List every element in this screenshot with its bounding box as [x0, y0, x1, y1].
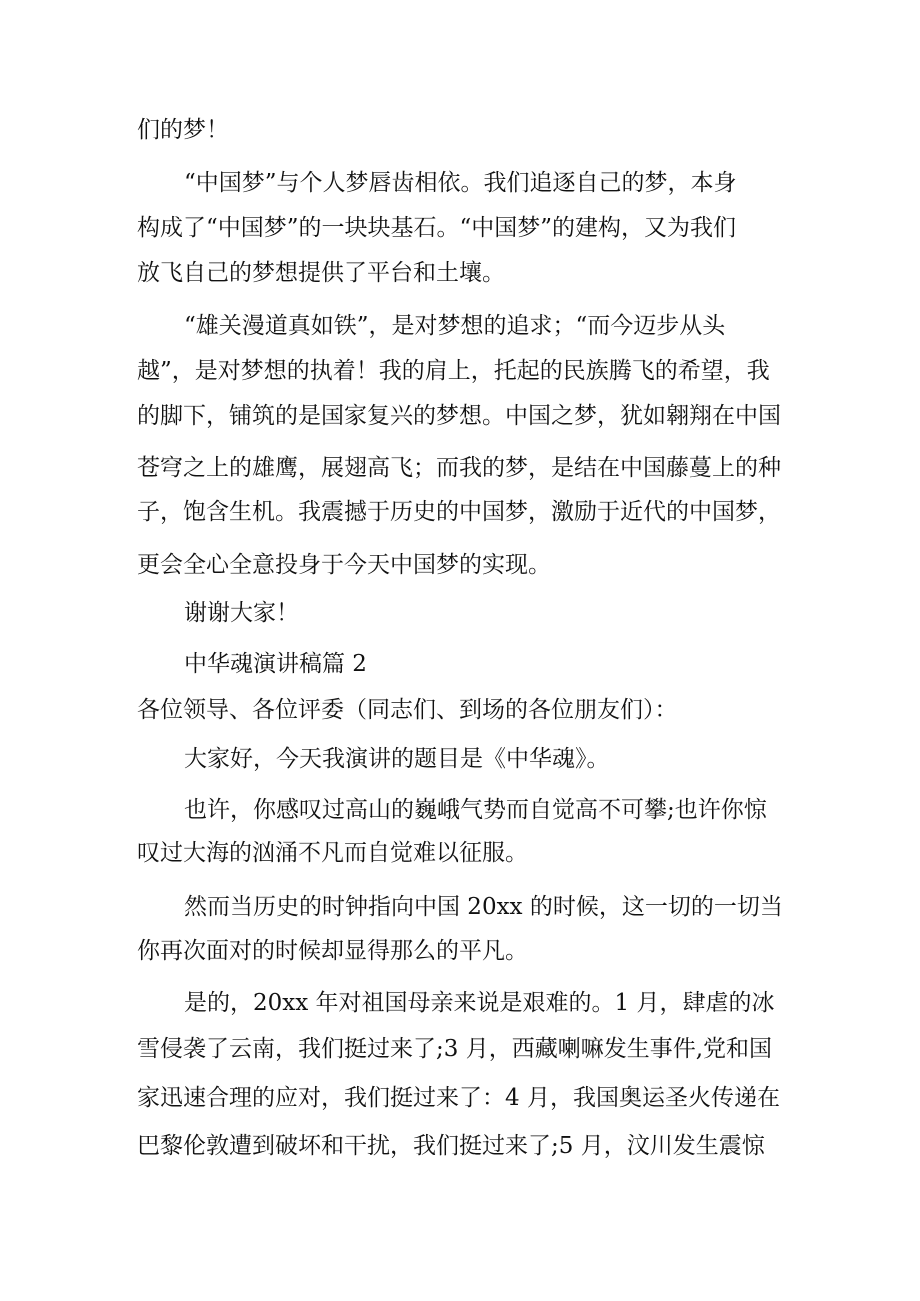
- text-line: 谢谢大家！: [184, 600, 299, 626]
- text-line: 放飞自己的梦想提供了平台和土壤。: [137, 260, 505, 286]
- text-line: 然而当历史的时钟指向中国 20xx 的时候，这一切的一切当: [184, 894, 783, 920]
- text-line: 更会全心全意投身于今天中国梦的实现。: [137, 552, 551, 578]
- text-line: 你再次面对的时候却显得那么的平凡。: [137, 938, 528, 964]
- salutation: 各位领导、各位评委（同志们、到场的各位朋友们）：: [137, 697, 678, 723]
- text-line: 是的，20xx 年对祖国母亲来说是艰难的。1 月，肆虐的冰: [184, 990, 775, 1016]
- text-line: 叹过大海的汹涌不凡而自觉难以征服。: [137, 840, 528, 866]
- text-line: 子，饱含生机。我震撼于历史的中国梦，激励于近代的中国梦，: [137, 499, 781, 525]
- text-line: 也许，你感叹过高山的巍峨气势而自觉高不可攀;也许你惊: [184, 797, 767, 823]
- text-line: 雪侵袭了云南，我们挺过来了;3 月，西藏喇嘛发生事件,党和国: [137, 1036, 773, 1062]
- text-line: 越”，是对梦想的执着！我的肩上，托起的民族腾飞的希望，我: [137, 358, 770, 384]
- text-line: 们的梦！: [137, 117, 229, 143]
- text-line: “雄关漫道真如铁”，是对梦想的追求；“而今迈步从头: [184, 313, 726, 339]
- text-line: 家迅速合理的应对，我们挺过来了：4 月，我国奥运圣火传递在: [137, 1085, 780, 1111]
- text-line: 巴黎伦敦遭到破坏和干扰，我们挺过来了;5 月，汶川发生震惊: [137, 1133, 765, 1159]
- text-line: 苍穹之上的雄鹰，展翅高飞；而我的梦，是结在中国藤蔓上的种: [137, 455, 781, 481]
- text-line: 大家好，今天我演讲的题目是《中华魂》。: [184, 746, 610, 772]
- text-line: 的脚下，铺筑的是国家复兴的梦想。中国之梦，犹如翱翔在中国: [137, 403, 781, 429]
- section-heading: 中华魂演讲稿篇 2: [184, 651, 367, 677]
- text-line: “中国梦”与个人梦唇齿相依。我们追逐自己的梦，本身: [184, 170, 737, 196]
- text-line: 构成了“中国梦”的一块块基石。“中国梦”的建构，又为我们: [137, 215, 737, 241]
